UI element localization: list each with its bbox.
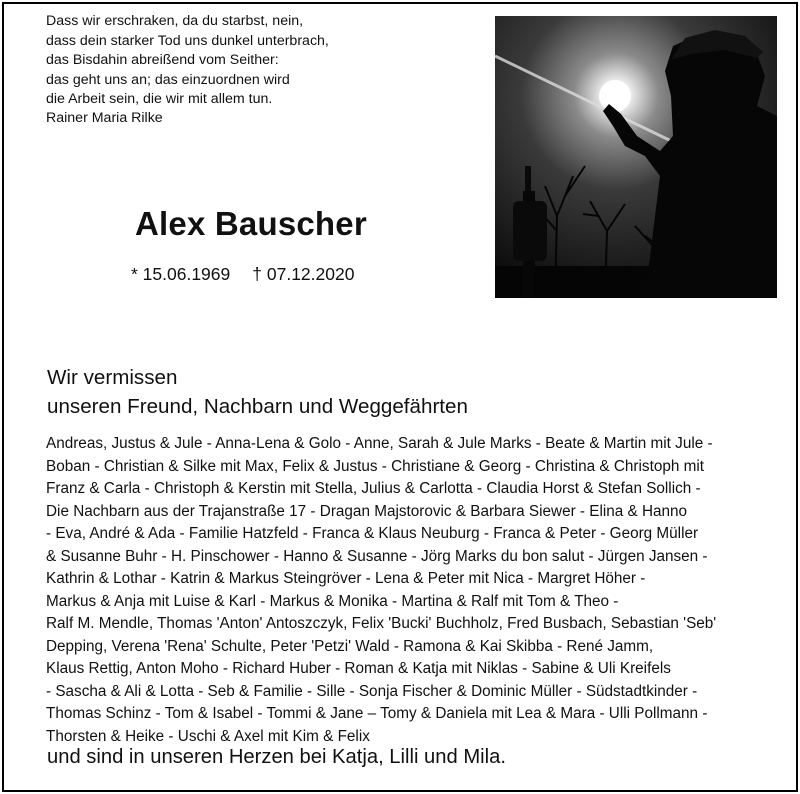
poem-line: die Arbeit sein, die wir mit allem tun.: [46, 91, 273, 108]
mourners-line: Markus & Anja mit Luise & Karl - Markus & Monika - Martina & Ralf mit Tom & Theo -: [46, 592, 619, 610]
mourners-list: [46, 433, 758, 748]
mourners-line: & Susanne Buhr - H. Pinschower - Hanno & Susanne - Jörg Marks du bon salut - Jürgen Jansen -: [46, 547, 708, 565]
birth-date: * 15.06.1969: [131, 264, 231, 284]
poem: [46, 12, 466, 110]
memorial-photo: [495, 16, 777, 298]
deceased-name: Alex Bauscher: [135, 205, 367, 242]
mourners-line: - Eva, André & Ada - Familie Hatzfeld - Franca & Klaus Neuburg - Franca & Peter - Georg Müller: [46, 525, 699, 542]
tribute-heading-line: unseren Freund, Nachbarn und Weggefährten: [47, 395, 468, 418]
poem-line: Dass wir erschraken, da du starbst, nein,: [46, 13, 304, 29]
mourners-line: Boban - Christian & Silke mit Max, Felix & Justus - Christiane & Georg - Christina & Christoph mit: [46, 457, 704, 475]
death-date: † 07.12.2020: [252, 264, 355, 284]
poem-line: das geht uns an; das einzuordnen wird: [46, 71, 290, 88]
mourners-line: Die Nachbarn aus der Trajanstraße 17 - Dragan Majstorovic & Barbara Siewer - Elina & Hanno: [46, 502, 688, 520]
mourners-line: Franz & Carla - Christoph & Kerstin mit Stella, Julius & Carlotta - Claudia Horst & Stefan Sollich -: [46, 480, 701, 497]
mourners-line: Kathrin & Lothar - Katrin & Markus Steingröver - Lena & Peter mit Nica - Margret Höher -: [46, 570, 646, 587]
tribute-heading: [47, 363, 468, 421]
mourners-line: Thomas Schinz - Tom & Isabel - Tommi & Jane – Tomy & Daniela mit Lea & Mara - Ulli Pollmann -: [46, 705, 708, 722]
poem-line: das Bisdahin abreißend vom Seither:: [46, 52, 279, 69]
tribute-heading-line: Wir vermissen: [47, 366, 178, 389]
mourners-line: - Sascha & Ali & Lotta - Seb & Familie - Sille - Sonja Fischer & Dominic Müller - Südstadtkinder -: [46, 682, 698, 700]
mourners-line: Andreas, Justus & Jule - Anna-Lena & Golo - Anne, Sarah & Jule Marks - Beate & Martin mit Jule -: [46, 435, 713, 452]
closing-line: und sind in unseren Herzen bei Katja, Lilli und Mila.: [47, 746, 506, 768]
life-dates: [131, 262, 354, 286]
mourners-line: Ralf M. Mendle, Thomas 'Anton' Antoszczyk, Felix 'Bucki' Buchholz, Fred Busbach, Sebastian 'Seb': [46, 615, 717, 632]
mourners-line: Depping, Verena 'Rena' Schulte, Peter 'Petzi' Wald - Ramona & Kai Skibba - René Jamm,: [46, 637, 654, 655]
mourners-line: Thorsten & Heike - Uschi & Axel mit Kim & Felix: [46, 727, 370, 745]
photo-silhouette-icon: [495, 16, 777, 298]
poem-line: dass dein starker Tod uns dunkel unterbrach,: [46, 32, 329, 49]
poem-author: Rainer Maria Rilke: [46, 110, 163, 126]
mourners-line: Klaus Rettig, Anton Moho - Richard Huber - Roman & Katja mit Niklas - Sabine & Uli Kreifels: [46, 660, 671, 677]
